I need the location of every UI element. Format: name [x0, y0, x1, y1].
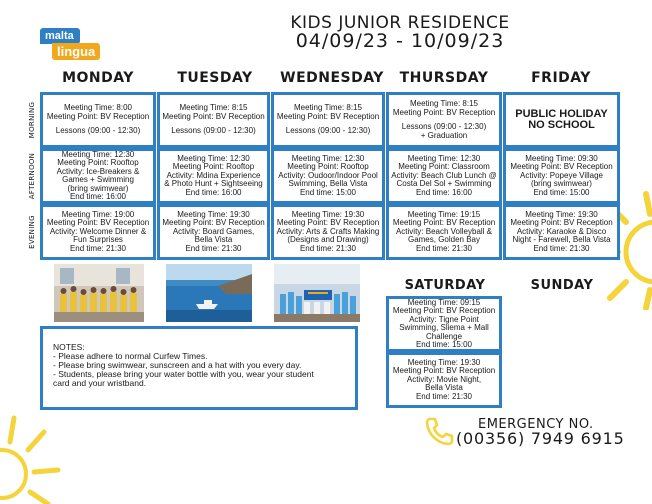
- day-header-thursday: THURSDAY: [399, 70, 489, 86]
- notes-item: - Please bring swimwear, sunscreen and a hat with you every day.: [53, 360, 302, 370]
- evening-wednesday-cell: Meeting Time: 19:30 Meeting Point: BV Reception Activity: Arts & Crafts Making (Designs and Drawing) End time: 21:30: [271, 204, 385, 260]
- title-dates: 04/09/23 - 10/09/23: [295, 30, 505, 52]
- emergency-contact: [456, 417, 625, 448]
- day-header-tuesday: TUESDAY: [177, 70, 253, 86]
- afternoon-thursday-cell: Meeting Time: 12:30 Meeting Point: Classroom Activity: Beach Club Lunch @ Costa Del Sol + Swimming End time: 16:00: [386, 148, 502, 204]
- emergency-label: EMERGENCY NO.: [478, 417, 594, 432]
- notes-item: - Please adhere to normal Curfew Times.: [53, 351, 208, 361]
- evening-monday-cell: Meeting Time: 19:00 Meeting Point: BV Reception Activity: Welcome Dinner & Fun Surprises End time: 21:30: [40, 204, 156, 260]
- notes-item: - Students, please bring your water bottle with you, wear your student: [53, 369, 314, 379]
- notes-item: card and your wristband.: [53, 378, 147, 388]
- afternoon-friday-cell: Meeting Time: 09:30 Meeting Point: BV Reception Activity: Popeye Village (bring swimwear) End time: 15:00: [503, 148, 620, 204]
- saturday-day-cell: Meeting Time: 09:15 Meeting Point: BV Reception Activity: Tigne Point Swimming, Sliema + Mall Challenge End time: 15:00: [386, 296, 502, 352]
- row-label-morning: MORNING: [28, 101, 37, 139]
- morning-wednesday-cell: Meeting Time: 8:15 Meeting Point: BV Reception Lessons (09:00 - 12:30): [271, 92, 385, 148]
- notes-heading: NOTES:: [53, 342, 85, 352]
- evening-tuesday-cell: Meeting Time: 19:30 Meeting Point: BV Reception Activity: Board Games, Bella Vista End time: 21:30: [157, 204, 270, 260]
- brand-logo-bottom: lingua: [52, 43, 100, 60]
- afternoon-monday-cell: Meeting Time: 12:30 Meeting Point: Rooftop Activity: Ice-Breakers & Games + Swimming (bring swimwear) End time: 16:00: [40, 148, 156, 204]
- day-header-monday: MONDAY: [62, 70, 134, 86]
- saturday-evening-cell: Meeting Time: 19:30 Meeting Point: BV Reception Activity: Movie Night, Bella Vista End time: 21:30: [386, 352, 502, 408]
- title-line-1: KIDS JUNIOR RESIDENCE: [290, 13, 510, 33]
- afternoon-wednesday-cell: Meeting Time: 12:30 Meeting Point: Rooftop Activity: Oudoor/Indoor Pool Swimming, Bella Vista End time: 15:00: [271, 148, 385, 204]
- morning-monday-cell: Meeting Time: 8:00 Meeting Point: BV Reception Lessons (09:00 - 12:30): [40, 92, 156, 148]
- day-header-saturday: SATURDAY: [404, 278, 486, 293]
- morning-thursday-cell: Meeting Time: 8:15 Meeting Point: BV Reception Lessons (09:00 - 12:30) + Graduation: [386, 92, 502, 148]
- photo-group-banner: [274, 264, 360, 322]
- emergency-number[interactable]: (00356) 7949 6915: [456, 429, 625, 448]
- evening-friday-cell: Meeting Time: 19:30 Meeting Point: BV Reception Activity: Karaoke & Disco Night - Farewell, Bella Vista End time: 21:30: [503, 204, 620, 260]
- photo-group-students: [54, 264, 144, 322]
- brand-logo: [40, 28, 104, 62]
- photo-sea-boat: [166, 264, 252, 322]
- brand-logo-top: malta: [40, 28, 80, 44]
- day-header-friday: FRIDAY: [531, 70, 591, 86]
- notes-box: [40, 326, 358, 410]
- afternoon-tuesday-cell: Meeting Time: 12:30 Meeting Point: Rooftop Activity: Mdina Experience & Photo Hunt + Sightseeing End time: 16:00: [157, 148, 270, 204]
- day-header-wednesday: WEDNESDAY: [280, 70, 384, 86]
- evening-thursday-cell: Meeting Time: 19:15 Meeting Point: BV Reception Activity: Beach Volleyball & Games, Golden Bay End time: 21:30: [386, 204, 502, 260]
- day-header-sunday: SUNDAY: [530, 278, 594, 293]
- page-title: [250, 14, 550, 50]
- phone-icon: [424, 416, 454, 446]
- row-label-evening: EVENING: [28, 215, 37, 249]
- row-label-afternoon: AFTERNOON: [28, 152, 37, 200]
- morning-tuesday-cell: Meeting Time: 8:15 Meeting Point: BV Reception Lessons (09:00 - 12:30): [157, 92, 270, 148]
- morning-friday-holiday-cell: PUBLIC HOLIDAY NO SCHOOL: [503, 92, 620, 148]
- sun-decoration-left: [0, 404, 80, 504]
